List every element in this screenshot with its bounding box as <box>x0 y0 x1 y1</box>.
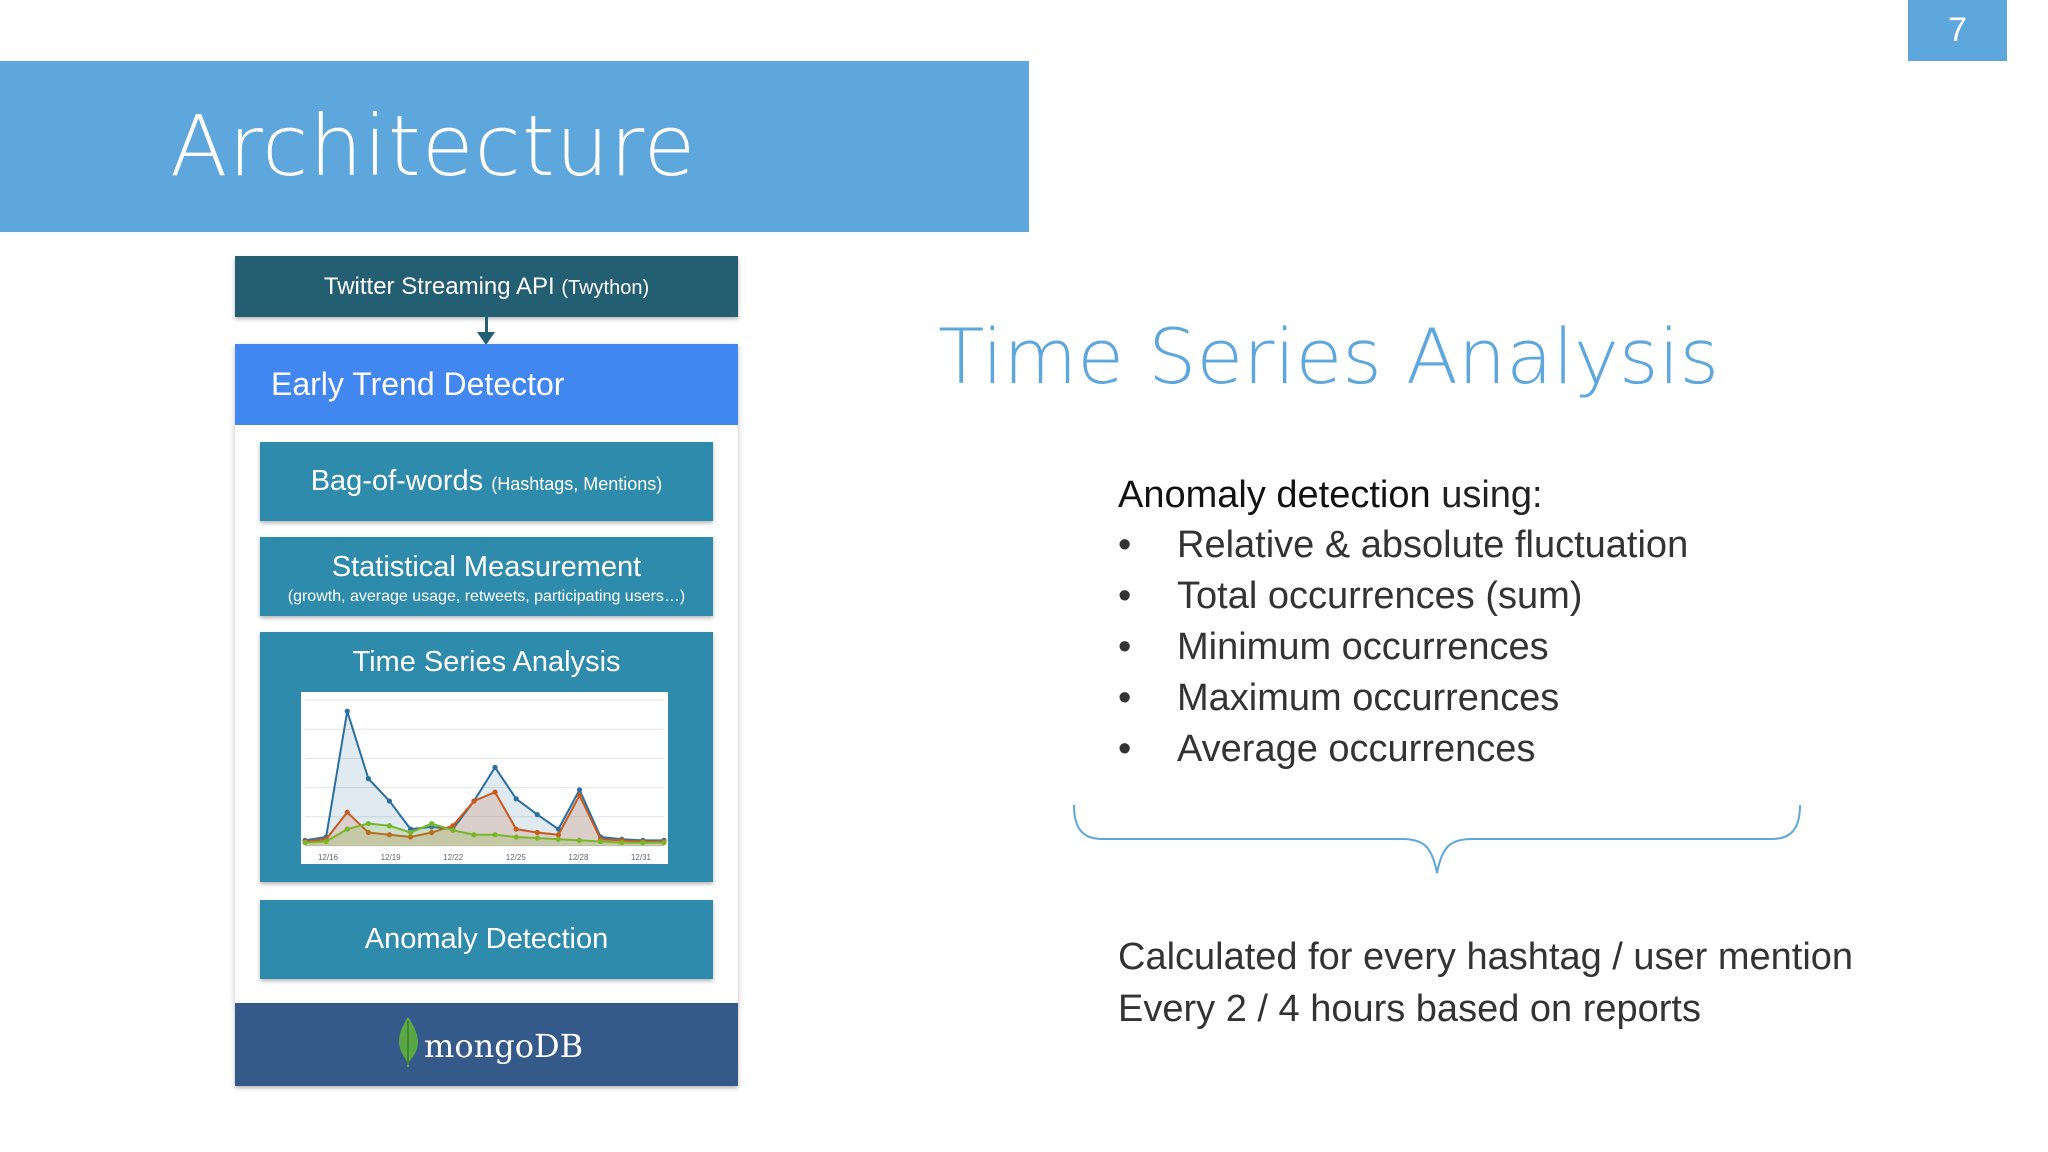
chart-point <box>640 840 645 845</box>
early-trend-detector-header <box>235 344 738 425</box>
chart-point <box>514 827 519 832</box>
chart-point <box>598 839 603 844</box>
chart-point <box>302 840 307 845</box>
list-item-text: Relative & absolute fluctuation <box>1177 524 1689 566</box>
chart-tick-label: 12/19 <box>380 853 401 862</box>
list-item-text: Minimum occurrences <box>1177 626 1549 668</box>
statistical-measurement-box <box>260 537 713 616</box>
chart-point <box>492 789 497 794</box>
calculation-note <box>1118 931 1853 1035</box>
anomaly-heading-rest: using: <box>1430 474 1543 516</box>
chart-point <box>661 840 666 845</box>
anomaly-heading-bold: Anomaly detection <box>1118 474 1431 516</box>
chart-point <box>387 823 392 828</box>
bag-of-words-note: (Hashtags, Mentions) <box>491 474 663 494</box>
time-series-chart-svg <box>301 692 668 864</box>
architecture-diagram <box>235 256 738 1086</box>
list-item <box>1118 724 1688 775</box>
chart-tick-label: 12/16 <box>317 853 339 862</box>
calculation-line-2: Every 2 / 4 hours based on reports <box>1118 988 1701 1030</box>
chart-point <box>577 793 582 798</box>
anomaly-detection-box <box>260 900 713 979</box>
chart-point <box>577 838 582 843</box>
slide-number: 7 <box>1908 0 2007 61</box>
chart-point <box>556 832 561 837</box>
bullet-glyph: • <box>1118 728 1132 770</box>
time-series-chart <box>301 692 668 864</box>
bullet-glyph: • <box>1118 677 1132 719</box>
list-item-text: Maximum occurrences <box>1177 677 1560 719</box>
mongodb-leaf-icon <box>395 1017 421 1067</box>
slide-title: Architecture <box>170 97 697 195</box>
list-item <box>1118 622 1688 673</box>
time-series-analysis-label: Time Series Analysis <box>352 646 621 678</box>
chart-point <box>577 787 582 792</box>
anomaly-heading <box>1118 470 1688 520</box>
section-heading: Time Series Analysis <box>938 312 1720 401</box>
anomaly-detection-label: Anomaly Detection <box>364 923 609 955</box>
chart-point <box>492 832 497 837</box>
early-trend-detector-label: Early Trend Detector <box>271 366 565 402</box>
chart-point <box>492 765 497 770</box>
bag-of-words-label: Bag-of-words <box>310 465 484 497</box>
mongodb-logo <box>395 1015 585 1075</box>
chart-tick-label: 12/22 <box>443 853 464 862</box>
chart-point <box>429 821 434 826</box>
chart-tick-label: 12/28 <box>568 853 589 862</box>
twitter-api-box <box>235 256 738 317</box>
chart-point <box>408 830 413 835</box>
chart-point <box>345 827 350 832</box>
chart-point <box>535 830 540 835</box>
chart-point <box>535 812 540 817</box>
chart-point <box>387 798 392 803</box>
chart-point <box>619 840 624 845</box>
chart-point <box>471 798 476 803</box>
list-item-text: Average occurrences <box>1177 728 1536 770</box>
chart-point <box>450 823 455 828</box>
chart-point <box>535 836 540 841</box>
list-item-text: Total occurrences (sum) <box>1177 575 1583 617</box>
title-bar <box>0 61 1029 232</box>
curly-brace <box>1072 803 1802 878</box>
mongodb-box <box>235 1003 738 1086</box>
statistical-measurement-label: Statistical Measurement <box>331 551 642 583</box>
chart-point <box>450 828 455 833</box>
mongodb-wordmark: mongoDB <box>424 1027 584 1065</box>
twitter-api-note: (Twython) <box>561 277 650 299</box>
list-item <box>1118 571 1688 622</box>
anomaly-block <box>1118 470 1688 775</box>
chart-point <box>324 839 329 844</box>
anomaly-list <box>1118 520 1688 775</box>
chart-point <box>471 832 476 837</box>
bullet-glyph: • <box>1118 575 1132 617</box>
chart-point <box>514 834 519 839</box>
twitter-api-label: Twitter Streaming API <box>323 273 555 300</box>
time-series-analysis-box <box>260 632 713 882</box>
bullet-glyph: • <box>1118 524 1132 566</box>
chart-point <box>345 810 350 815</box>
chart-point <box>366 821 371 826</box>
calculation-line-1: Calculated for every hashtag / user mention <box>1118 936 1854 978</box>
chart-point <box>556 837 561 842</box>
bullet-glyph: • <box>1118 626 1132 668</box>
statistical-measurement-note: (growth, average usage, retweets, participating users…) <box>287 588 686 605</box>
list-item <box>1118 673 1688 724</box>
chart-point <box>345 709 350 714</box>
chart-point <box>366 776 371 781</box>
chart-point <box>514 796 519 801</box>
bag-of-words-box <box>260 442 713 521</box>
chart-tick-label: 12/31 <box>630 853 652 862</box>
list-item <box>1118 520 1688 571</box>
chart-tick-label: 12/25 <box>505 853 526 862</box>
